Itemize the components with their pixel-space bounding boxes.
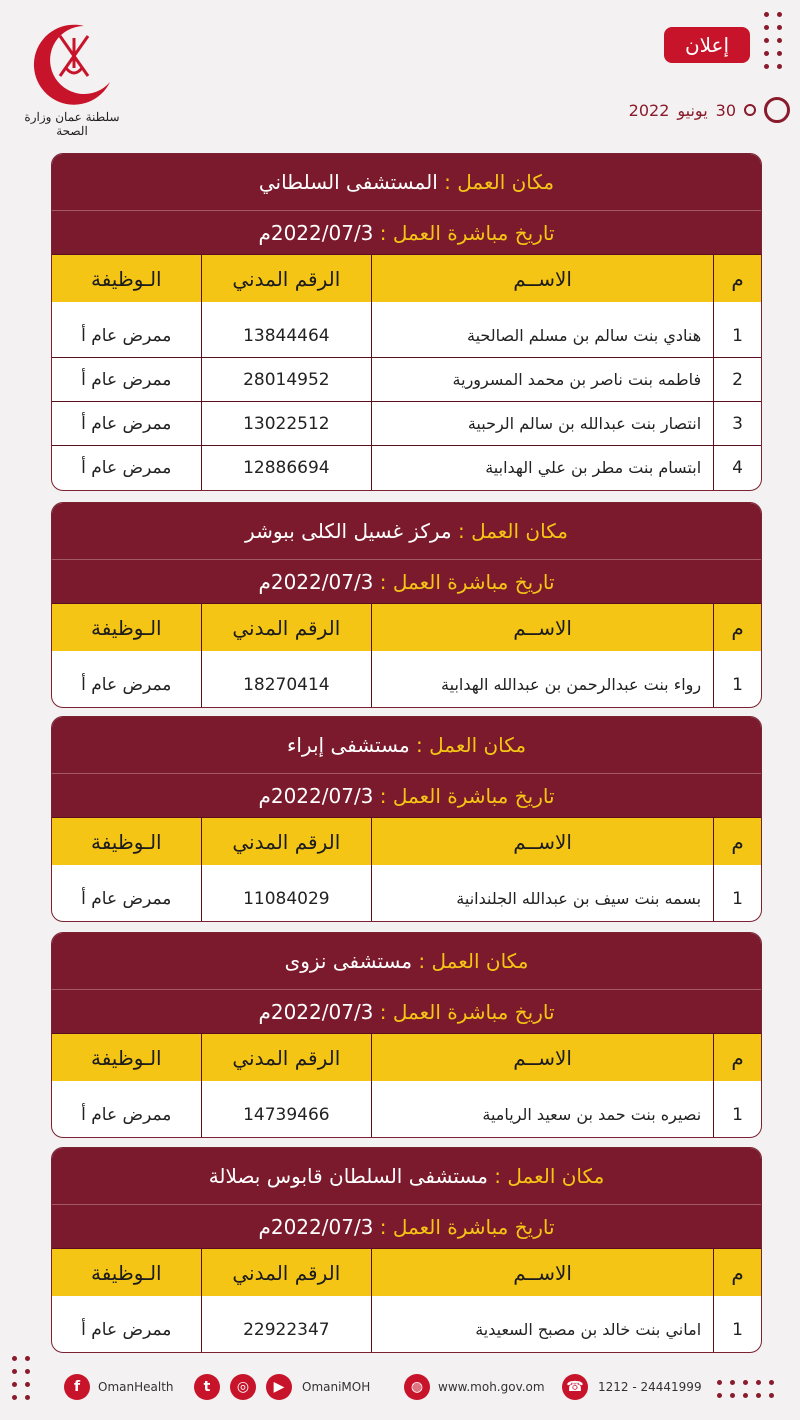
dot-pattern-top-right xyxy=(764,12,782,69)
row-number: 1 xyxy=(713,1308,761,1352)
row-number: 1 xyxy=(713,663,761,707)
start-date-label: تاريخ مباشرة العمل : xyxy=(379,784,555,808)
employee-name: انتصار بنت عبدالله بن سالم الرحبية xyxy=(371,402,713,445)
announcement-badge: إعلان xyxy=(664,27,750,63)
ministry-calligraphy: سلطنة عمان وزارة الصحة xyxy=(24,110,120,138)
row-number: 1 xyxy=(713,1093,761,1137)
job-title: ممرض عام أ xyxy=(81,1105,172,1125)
job-title: ممرض عام أ xyxy=(81,889,172,909)
start-date-label: تاريخ مباشرة العمل : xyxy=(379,1215,555,1239)
col-id-header: الرقم المدني xyxy=(201,818,372,865)
col-job-header: الـوظيفة xyxy=(90,267,162,291)
table-row xyxy=(52,402,761,446)
workplace-bar xyxy=(52,933,761,989)
table-header xyxy=(52,1248,761,1296)
date-month: يونيو xyxy=(677,100,708,120)
table-row xyxy=(52,1308,761,1352)
start-date-label: تاريخ مباشرة العمل : xyxy=(379,1000,555,1024)
col-id-header: الرقم المدني xyxy=(201,604,372,651)
table-header xyxy=(52,603,761,651)
start-date-bar xyxy=(52,773,761,817)
job-title: ممرض عام أ xyxy=(81,1320,172,1340)
workplace-bar xyxy=(52,717,761,773)
table-body xyxy=(52,1093,761,1137)
table-row xyxy=(52,314,761,358)
start-date-bar xyxy=(52,210,761,254)
col-job-header: الـوظيفة xyxy=(90,1046,162,1070)
col-id-header: الرقم المدني xyxy=(201,255,372,302)
civil-id: 13022512 xyxy=(201,402,372,445)
col-job-header: الـوظيفة xyxy=(90,616,162,640)
start-date-bar xyxy=(52,559,761,603)
employee-name: ابتسام بنت مطر بن علي الهدابية xyxy=(371,446,713,490)
large-ring-icon xyxy=(764,97,790,123)
workplace-value: مستشفى السلطان قابوس بصلالة xyxy=(208,1164,488,1188)
col-num-header: م xyxy=(713,1034,761,1081)
civil-id: 18270414 xyxy=(201,663,372,707)
workplace-value: المستشفى السلطاني xyxy=(258,170,438,194)
phone-number[interactable]: 1212 - 24441999 xyxy=(598,1380,702,1394)
job-title: ممرض عام أ xyxy=(81,458,172,478)
assignment-section xyxy=(51,1147,762,1353)
workplace-label: مكان العمل : xyxy=(416,733,527,757)
date-year: 2022 xyxy=(628,100,670,120)
row-number: 2 xyxy=(713,358,761,401)
row-number: 4 xyxy=(713,446,761,490)
col-num-header: م xyxy=(713,1249,761,1296)
twitter-icon[interactable]: t xyxy=(194,1374,220,1400)
table-body xyxy=(52,314,761,490)
col-id-header: الرقم المدني xyxy=(201,1249,372,1296)
col-name-header: الاســم xyxy=(371,604,713,651)
col-job-header: الـوظيفة xyxy=(90,830,162,854)
start-date-bar xyxy=(52,989,761,1033)
job-title: ممرض عام أ xyxy=(81,414,172,434)
social-handle[interactable]: OmaniMOH xyxy=(302,1380,371,1394)
col-name-header: الاســم xyxy=(371,818,713,865)
col-num-header: م xyxy=(713,818,761,865)
start-date-value: 2022/07/3م xyxy=(258,1000,374,1024)
workplace-value: مستشفى إبراء xyxy=(286,733,410,757)
col-id-header: الرقم المدني xyxy=(201,1034,372,1081)
instagram-icon[interactable]: ◎ xyxy=(230,1374,256,1400)
table-row xyxy=(52,877,761,921)
col-num-header: م xyxy=(713,255,761,302)
employee-name: اماني بنت خالد بن مصبح السعيدية xyxy=(371,1308,713,1352)
workplace-bar xyxy=(52,503,761,559)
col-job-header: الـوظيفة xyxy=(90,1261,162,1285)
announcement-date xyxy=(629,96,790,124)
civil-id: 22922347 xyxy=(201,1308,372,1352)
col-name-header: الاســم xyxy=(371,255,713,302)
employee-name: فاطمه بنت ناصر بن محمد المسرورية xyxy=(371,358,713,401)
employee-name: نصيره بنت حمد بن سعيد الريامية xyxy=(371,1093,713,1137)
start-date-bar xyxy=(52,1204,761,1248)
table-spacer xyxy=(52,1296,761,1308)
row-number: 1 xyxy=(713,877,761,921)
table-body xyxy=(52,1308,761,1352)
table-row xyxy=(52,663,761,707)
workplace-label: مكان العمل : xyxy=(494,1164,605,1188)
table-body xyxy=(52,877,761,921)
col-name-header: الاســم xyxy=(371,1249,713,1296)
start-date-value: 2022/07/3م xyxy=(258,221,374,245)
small-ring-icon xyxy=(744,104,756,116)
table-header xyxy=(52,254,761,302)
table-header xyxy=(52,1033,761,1081)
job-title: ممرض عام أ xyxy=(81,326,172,346)
workplace-label: مكان العمل : xyxy=(418,949,529,973)
civil-id: 14739466 xyxy=(201,1093,372,1137)
workplace-label: مكان العمل : xyxy=(457,519,568,543)
facebook-icon[interactable]: f xyxy=(64,1374,90,1400)
table-body xyxy=(52,663,761,707)
footer xyxy=(64,1374,714,1404)
assignment-section xyxy=(51,502,762,708)
oman-emblem-crescent-icon xyxy=(22,18,122,108)
table-row xyxy=(52,358,761,402)
assignment-section xyxy=(51,932,762,1138)
table-row xyxy=(52,1093,761,1137)
workplace-bar xyxy=(52,1148,761,1204)
employee-name: رواء بنت عبدالرحمن بن عبدالله الهدابية xyxy=(371,663,713,707)
job-title: ممرض عام أ xyxy=(81,370,172,390)
job-title: ممرض عام أ xyxy=(81,675,172,695)
table-header xyxy=(52,817,761,865)
col-name-header: الاســم xyxy=(371,1034,713,1081)
phone-icon[interactable]: ☎ xyxy=(562,1374,588,1400)
civil-id: 11084029 xyxy=(201,877,372,921)
dot-pattern-bottom-left xyxy=(12,1356,30,1400)
employee-name: بسمه بنت سيف بن عبدالله الجلندانية xyxy=(371,877,713,921)
employee-name: هنادي بنت سالم بن مسلم الصالحية xyxy=(371,314,713,357)
dot-pattern-bottom-right xyxy=(717,1380,774,1398)
table-spacer xyxy=(52,651,761,663)
civil-id: 13844464 xyxy=(201,314,372,357)
table-row xyxy=(52,446,761,490)
civil-id: 12886694 xyxy=(201,446,372,490)
facebook-handle[interactable]: OmanHealth xyxy=(98,1380,174,1394)
date-day: 30 xyxy=(715,100,736,120)
start-date-label: تاريخ مباشرة العمل : xyxy=(379,221,555,245)
table-spacer xyxy=(52,1081,761,1093)
table-spacer xyxy=(52,865,761,877)
workplace-value: مستشفى نزوى xyxy=(284,949,413,973)
workplace-bar xyxy=(52,154,761,210)
row-number: 1 xyxy=(713,314,761,357)
assignment-section xyxy=(51,153,762,491)
website-link[interactable]: www.moh.gov.om xyxy=(438,1380,545,1394)
youtube-icon[interactable]: ▶ xyxy=(266,1374,292,1400)
web-icon[interactable]: ◍ xyxy=(404,1374,430,1400)
workplace-value: مركز غسيل الكلى ببوشر xyxy=(245,519,452,543)
assignment-section xyxy=(51,716,762,922)
col-num-header: م xyxy=(713,604,761,651)
row-number: 3 xyxy=(713,402,761,445)
start-date-value: 2022/07/3م xyxy=(258,1215,374,1239)
ministry-logo xyxy=(22,18,122,138)
civil-id: 28014952 xyxy=(201,358,372,401)
start-date-value: 2022/07/3م xyxy=(258,570,374,594)
table-spacer xyxy=(52,302,761,314)
workplace-label: مكان العمل : xyxy=(444,170,555,194)
start-date-value: 2022/07/3م xyxy=(258,784,374,808)
start-date-label: تاريخ مباشرة العمل : xyxy=(379,570,555,594)
